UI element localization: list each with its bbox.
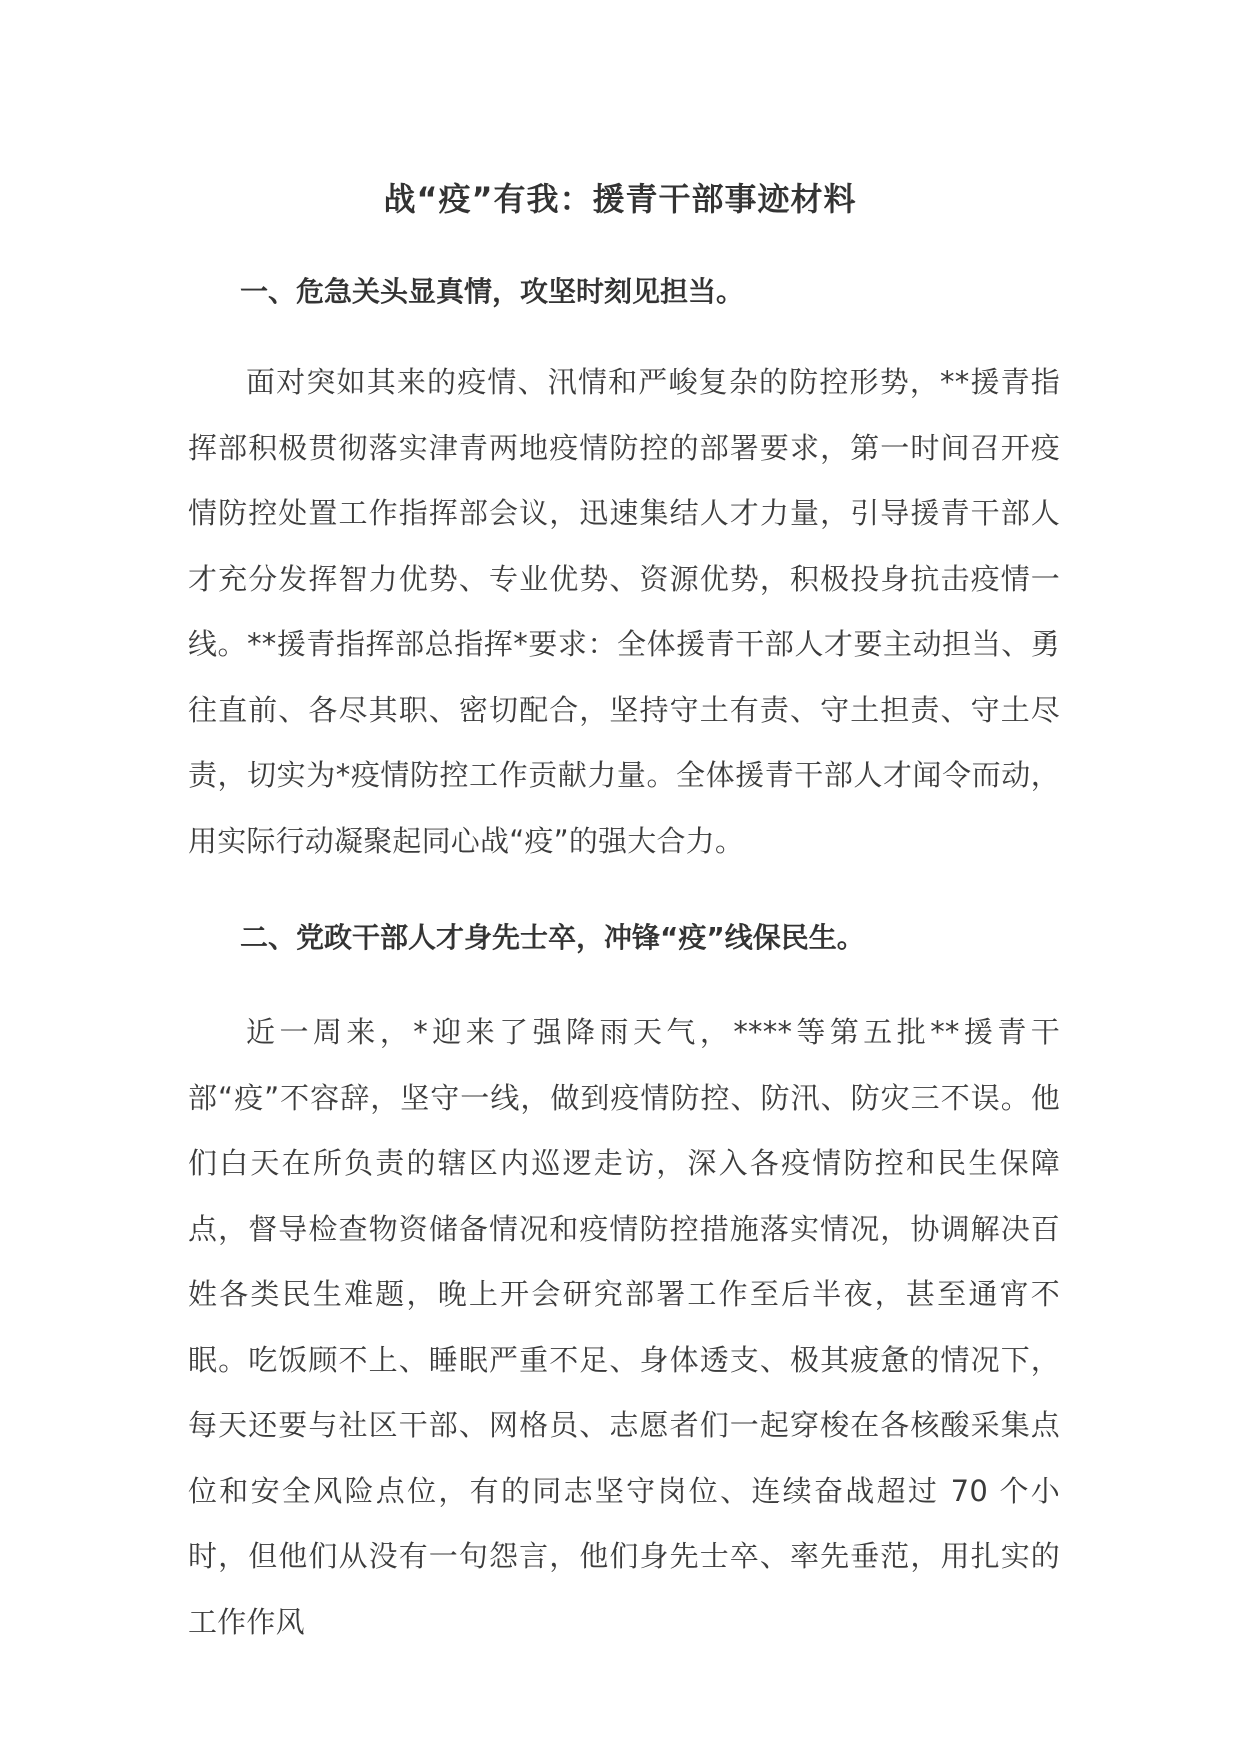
section-heading-2: 二、党政干部人才身先士卒，冲锋“疫”线保民生。 <box>240 921 865 954</box>
section-heading-1: 一、危急关头显真情，攻坚时刻见担当。 <box>240 275 745 308</box>
document-title: 战“疫”有我：援青干部事迹材料 <box>383 180 857 218</box>
section-paragraph-1: 面对突如其来的疫情、汛情和严峻复杂的防控形势，**援青指挥部积极贯彻落实津青两地疫情防控的部署要求，第一时间召开疫情防控处置工作指挥部会议，迅速集结人才力量，引导援青干部人才充分发挥智力优势、专业优势、资源优势，积极投身抗击疫情一线。**援青指挥部总指挥*要求：全体援青干部人才要主动担当、勇往直前、各尽其职、密切配合，坚持守土有责、守土担责、守土尽责，切实为*疫情防控工作贡献力量。全体援青干部人才闻令而动，用实际行动凝聚起同心战“疫”的强大合力。 <box>188 365 1060 858</box>
section-paragraph-2: 近一周来，*迎来了强降雨天气，****等第五批**援青干部“疫”不容辞，坚守一线，做到疫情防控、防汛、防灾三不误。他们白天在所负责的辖区内巡逻走访，深入各疫情防控和民生保障点，督导检查物资储备情况和疫情防控措施落实情况，协调解决百姓各类民生难题，晚上开会研究部署工作至后半夜，甚至通宵不眠。吃饭顾不上、睡眠严重不足、身体透支、极其疲惫的情况下，每天还要与社区干部、网格员、志愿者们一起穿梭在各核酸采集点位和安全风险点位，有的同志坚守岗位、连续奋战超过 70 个小时，但他们从没有一句怨言，他们身先士卒、率先垂范，用扎实的工作作风 <box>188 1015 1060 1639</box>
